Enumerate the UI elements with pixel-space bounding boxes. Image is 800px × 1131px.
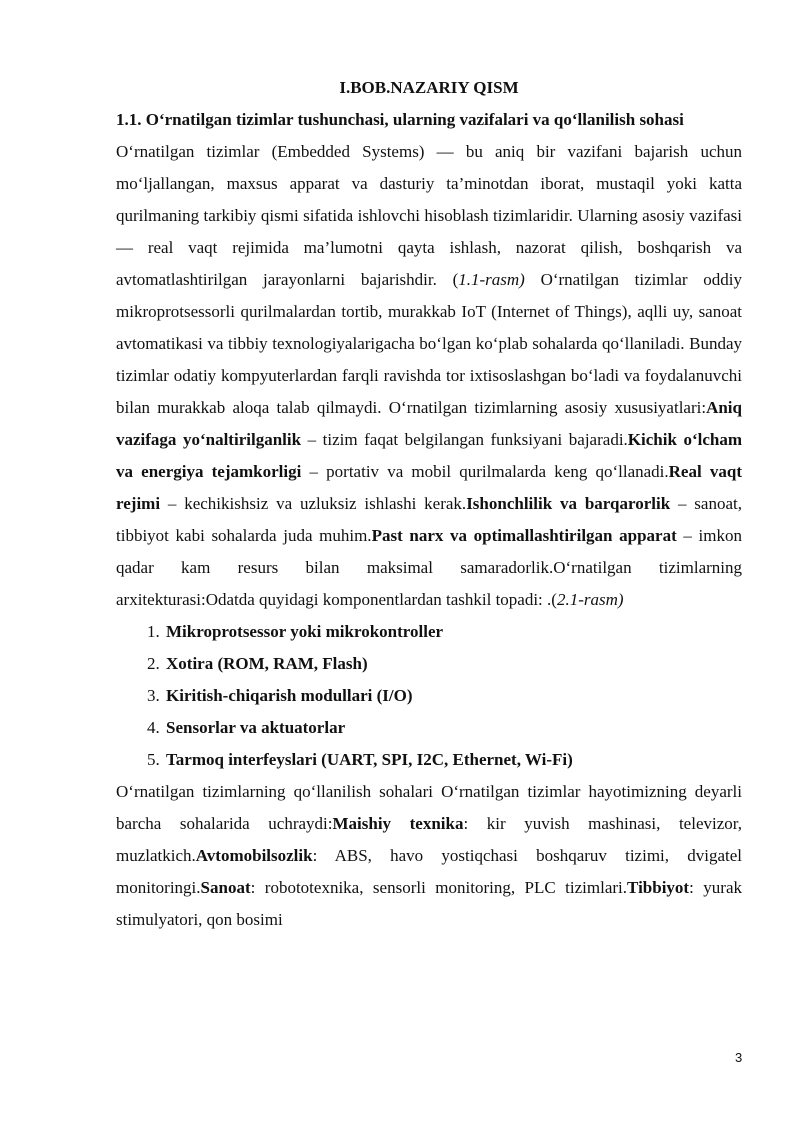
feature-4-text: – sanoat, tibbiyot kabi sohalarda juda muhim. [116,494,742,545]
application-1-text: : kir yuvish mashinasi, televizor, muzlatkich. [116,814,742,865]
application-2-text: : ABS, havo yostiqchasi boshqaruv tizimi, dvigatel monitoringi. [116,846,742,897]
feature-2-title: Kichik o‘lcham va energiya tejamkorligi [116,430,743,481]
applications-paragraph [116,776,742,936]
feature-4-title: Ishonchlilik va barqarorlik [466,494,671,513]
intro-paragraph [116,136,742,616]
document-page [116,72,742,936]
feature-3-title: Real vaqt rejimi [116,462,742,513]
application-2-title: Avtomobilsozlik [195,846,313,865]
components-list [116,616,742,776]
intro-text-1: O‘rnatilgan tizimlar (Embedded Systems) — bu aniq bir vazifani bajarish uchun mo‘ljallangan, maxsus apparat va dasturiy ta’minotdan iborat, mustaqil yoki katta qurilmaning tarkibiy qismi sifatida ishlovchi hisoblash tizimlaridir. Ularning asosiy vazifasi — real vaqt rejimida ma’lumotni qayta ishlash, nazorat qilish, boshqarish va avtomatlashtirilgan jarayonlarni bajarishdir. ( [116,142,742,289]
application-3-title: Sanoat [200,878,251,897]
feature-1-text: – tizim faqat belgilangan funksiyani bajaradi. [301,430,628,449]
feature-2-text: – portativ va mobil qurilmalarda keng qo‘llanadi. [301,462,669,481]
intro-text-2: O‘rnatilgan tizimlar oddiy mikroprotsessorli qurilmalardan tortib, murakkab IoT (Internet of Things), aqlli uy, sanoat avtomatikasi va tibbiy texnologiyalarigacha bo‘lgan ko‘plab sohalarda qo‘llaniladi. Bunday tizimlar odatiy kompyuterlardan farqli ravishda tor ixtisoslashgan bo‘ladi va foydalanuvchi bilan murakkab aloqa talab qilmaydi. O‘rnatilgan tizimlarning asosiy xususiyatlari: [116,270,742,417]
list-item: 1. Mikroprotsessor yoki mikrokontroller [164,616,742,648]
chapter-title: I.BOB.NAZARIY QISM [339,78,519,97]
feature-5-title: Past narx va optimallashtirilgan apparat [371,526,677,545]
feature-1-title: Aniq vazifaga yo‘naltirilganlik [116,398,742,449]
application-4-text: : yurak stimulyatori, qon bosimi [116,878,742,929]
applications-text-1: O‘rnatilgan tizimlarning qo‘llanilish sohalari O‘rnatilgan tizimlar hayotimizning deyarli barcha sohalarida uchraydi: [116,782,742,833]
list-item: 4. Sensorlar va aktuatorlar [164,712,742,744]
figure-ref-2: 2.1-rasm) [556,590,624,609]
list-item: 2. Xotira (ROM, RAM, Flash) [164,648,742,680]
page-number: 3 [735,1050,743,1065]
application-4-title: Tibbiyot [627,878,690,897]
feature-3-text: – kechikishsiz va uzluksiz ishlashi kerak. [160,494,467,513]
feature-5-text: – imkon qadar kam resurs bilan maksimal samaradorlik.O‘rnatilgan tizimlarning arxitekturasi:Odatda quyidagi komponentlardan tashkil topadi: .( [116,526,742,609]
application-1-title: Maishiy texnika [332,814,464,833]
figure-ref-1: 1.1-rasm) [458,270,525,289]
section-title: 1.1. O‘rnatilgan tizimlar tushunchasi, ularning vazifalari va qo‘llanilish sohasi [116,110,684,129]
list-item: 3. Kiritish-chiqarish modullari (I/O) [164,680,742,712]
application-3-text: : robototexnika, sensorli monitoring, PLC tizimlari. [250,878,628,897]
list-item: 5. Tarmoq interfeyslari (UART, SPI, I2C, Ethernet, Wi-Fi) [164,744,742,776]
